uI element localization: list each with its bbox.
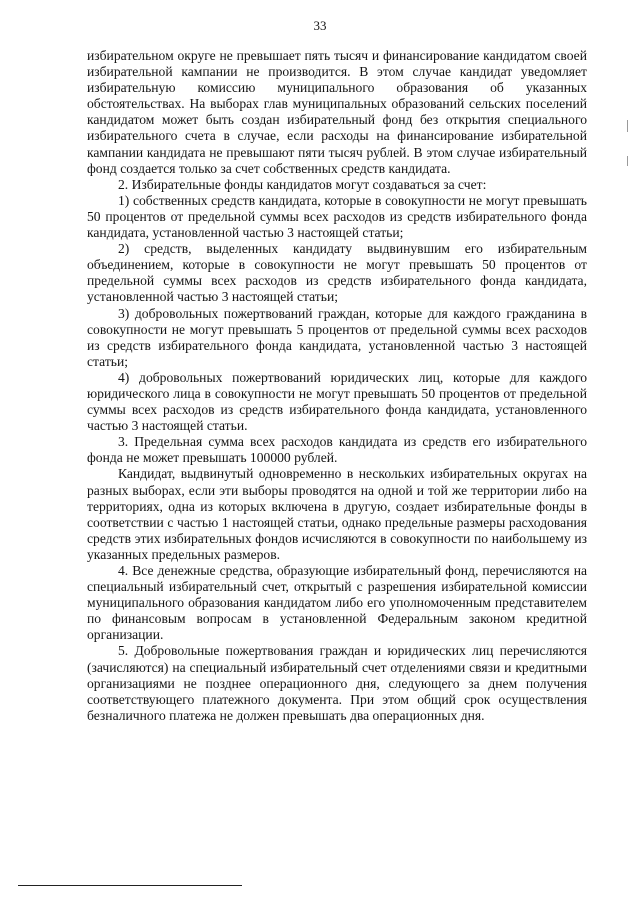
paragraph: избирательном округе не превышает пять тысяч и финансирование кандидатом своей избирательной кампании не производится. В этом случае кандидат уведомляет избирательную комиссию муниципального образования об указанных обстоятельствах. На выборах глав муниципальных образований сельских поселений кандидатом может быть создан избирательный фонд без открытия специального избирательного счета в случае, если расходы на финансирование избирательной кампании кандидата не превышают пяти тысяч рублей. В этом случае избирательный фонд создается только за счет собственных средств кандидата. — [87, 48, 587, 176]
text-body — [87, 48, 587, 724]
paragraph: 3. Предельная сумма всех расходов кандидата из средств его избирательного фонда не может превышать 100000 рублей. — [87, 434, 587, 466]
scan-margin-mark — [627, 120, 628, 132]
paragraph: 1) собственных средств кандидата, которые в совокупности не могут превышать 50 процентов от предельной суммы всех расходов из средств избирательного фонда кандидата, установленной частью 3 настоящей статьи; — [87, 192, 587, 241]
footnote-rule — [18, 885, 242, 886]
paragraph: 5. Добровольные пожертвования граждан и юридических лиц перечисляются (зачисляются) на специальный избирательный счет отделениями связи и кредитными организациями не позднее операционного дня, следующего за днем получения соответствующего платежного документа. При этом общий срок осуществления безналичного платежа не должен превышать два операционных дня. — [87, 643, 587, 723]
paragraph: 4. Все денежные средства, образующие избирательный фонд, перечисляются на специальный избирательный счет, открытый с разрешения избирательной комиссии муниципального образования кандидатом либо его уполномоченным представителем по финансовым вопросам в установленной Федеральным законом кредитной организации. — [87, 563, 587, 643]
paragraph: Кандидат, выдвинутый одновременно в нескольких избирательных округах на разных выборах, если эти выборы проводятся на одной и той же территории либо на территориях, одна из которых включена в другую, создает избирательные фонды в соответствии с частью 1 настоящей статьи, однако предельные размеры расходования средств этих избирательных фондов исчисляются в совокупности по наибольшему из указанных предельных размеров. — [87, 466, 587, 562]
paragraph: 2) средств, выделенных кандидату выдвинувшим его избирательным объединением, которые в совокупности не могут превышать 50 процентов от предельной суммы всех расходов из средств избирательного фонда кандидата, установленной частью 3 настоящей статьи; — [87, 241, 587, 305]
scan-margin-mark — [627, 156, 628, 166]
paragraph: 4) добровольных пожертвований юридических лиц, которые для каждого юридического лица в совокупности не могут превышать 50 процентов от предельной суммы всех расходов из средств избирательного фонда кандидата, установленного частью 3 настоящей статьи. — [87, 369, 587, 434]
paragraph: 3) добровольных пожертвований граждан, которые для каждого гражданина в совокупности не могут превышать 5 процентов от предельной суммы всех расходов из средств избирательного фонда кандидата, установленной частью 3 настоящей статьи; — [87, 305, 587, 369]
paragraph: 2. Избирательные фонды кандидатов могут создаваться за счет: — [118, 176, 487, 192]
page-number: 33 — [313, 18, 327, 33]
